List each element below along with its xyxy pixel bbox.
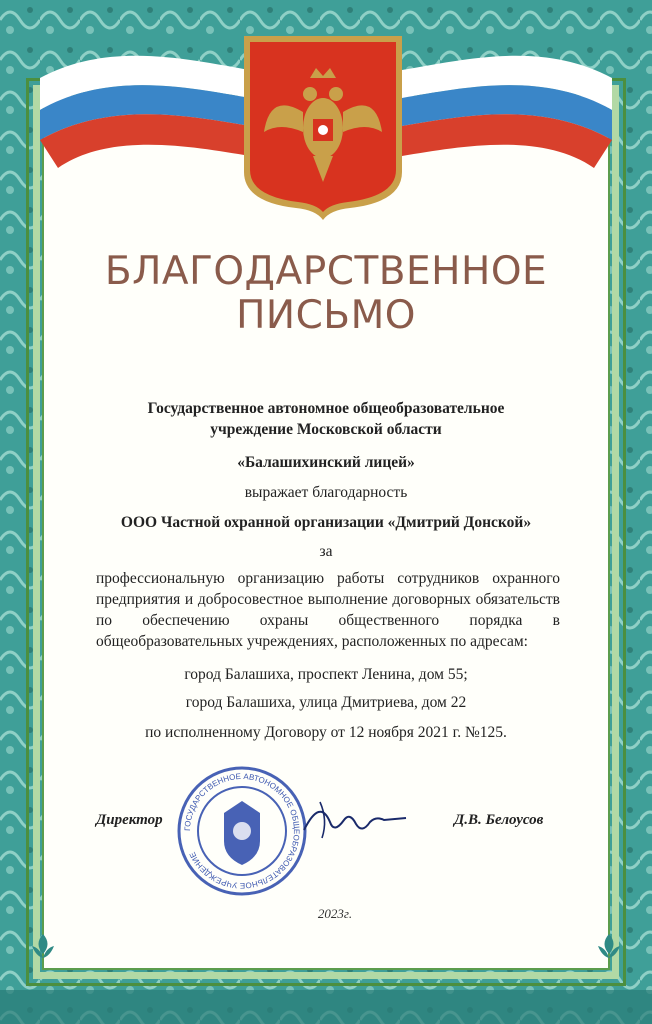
year-label: 2023г.	[317, 906, 353, 921]
signer-name: Д.В. Белоусов	[454, 812, 544, 828]
certificate-title-line2: ПИСЬМО	[236, 293, 416, 338]
reason-paragraph: профессиональную организацию работы сотрудников охранного предприятия и добросовестное выполнение договорных обязательств по обеспечению охраны общественного порядка в общеобразовательных учреждениях, расположенных по адресам:	[96, 570, 560, 650]
coat-of-arms-emblem	[240, 32, 406, 220]
svg-text:ГОСУДАРСТВЕННОЕ АВТОНОМНОЕ ОБЩ: ГОСУДАРСТВЕННОЕ АВТОНОМНОЕ ОБЩЕОБРАЗОВАТЕЛЬНОЕ УЧРЕЖДЕНИЕ	[182, 771, 302, 891]
official-seal-stamp	[176, 765, 308, 897]
expresses-gratitude: выражает благодарность	[244, 484, 408, 501]
organization-line1: Государственное автономное общеобразовательное	[147, 400, 505, 417]
fleur-corner-ornament	[596, 932, 622, 962]
contract-reference: по исполненному Договору от 12 ноября 2021 г. №125.	[145, 724, 507, 741]
organization-line2: учреждение Московской области	[210, 421, 442, 438]
fleur-corner-ornament	[30, 932, 56, 962]
handwritten-signature	[300, 790, 410, 850]
certificate-title-line1: БЛАГОДАРСТВЕННОЕ	[104, 249, 548, 294]
address-1: город Балашиха, проспект Ленина, дом 55;	[184, 666, 468, 683]
recipient-name: ООО Частной охранной организации «Дмитрий Донской»	[120, 514, 532, 531]
school-name: «Балашихинский лицей»	[237, 454, 415, 471]
signer-role: Директор	[96, 812, 163, 828]
for-word: за	[319, 543, 333, 560]
address-2: город Балашиха, улица Дмитриева, дом 22	[185, 694, 467, 711]
